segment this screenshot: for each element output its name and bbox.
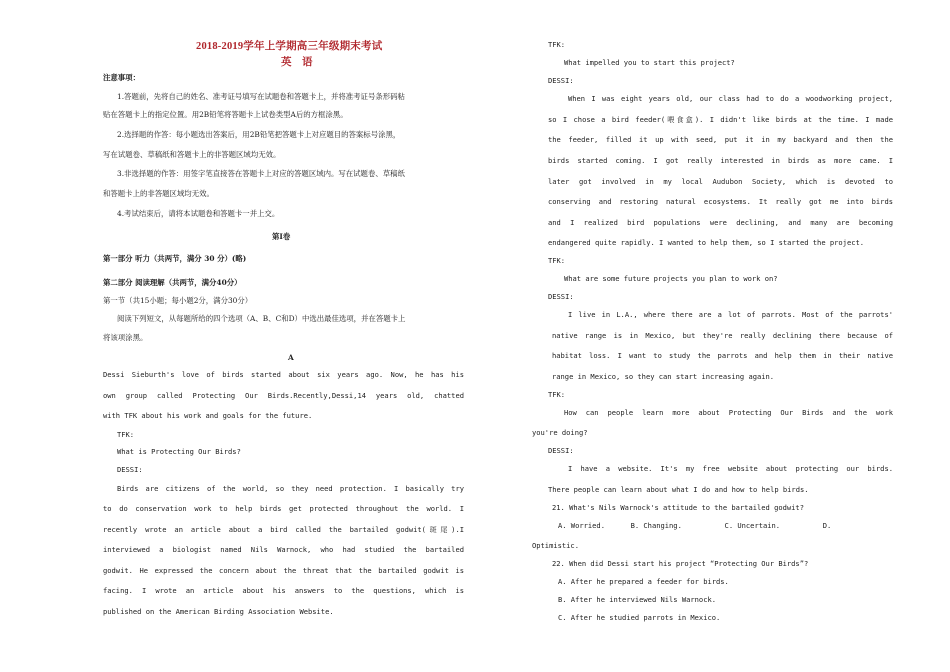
passage-line: I have a website. It's my free website about protecting our birds.	[568, 464, 893, 473]
passage-line: habitat loss. I want to study the parrots and help them in their native	[552, 351, 893, 360]
exam-title: 2018-2019学年上学期高三年级期末考试	[196, 41, 383, 52]
notice-item: 4.考试结束后，请将本试题卷和答题卡一并上交。	[117, 209, 280, 218]
passage-line: godwit. He expressed the concern about the threat that the bartailed godwit is	[103, 566, 464, 575]
passage-line: When I was eight years old, our class had to do a woodworking project,	[568, 94, 893, 103]
notice-item: 贴在答题卡上的指定位置。用2B铅笔将答题卡上试卷类型A后的方框涂黑。	[103, 110, 348, 119]
question-line: What is Protecting Our Birds?	[117, 447, 241, 456]
passage-line: conserving and restoring natural ecosystems. It really got me into birds	[548, 197, 893, 206]
question-21: 21. What's Nils Warnock's attitude to the bartailed godwit?	[552, 503, 804, 512]
instruction-text: 将该项涂黑。	[103, 333, 148, 342]
notice-heading: 注意事项：	[103, 73, 140, 82]
speaker-label: DESSI:	[548, 446, 574, 455]
question-22: 22. When did Dessi start his project “Protecting Our Birds”?	[552, 559, 809, 568]
speaker-label: DESSI:	[548, 292, 574, 301]
speaker-label: DESSI:	[117, 465, 143, 474]
notice-item: 2.选择题的作答：每小题选出答案后，用2B铅笔把答题卡上对应题目的答案标号涂黑，	[117, 130, 401, 139]
question-21-option-d: Optimistic.	[532, 541, 579, 550]
question-line: you're doing?	[532, 428, 588, 437]
passage-line: published on the American Birding Association Website.	[103, 607, 334, 616]
notice-item: 3.非选择题的作答：用签字笔直接答在答题卡上对应的答题区域内。写在试题卷、草稿纸	[117, 169, 405, 178]
passage-line: Birds are citizens of the world, so they need protection. I basically try	[117, 484, 464, 493]
passage-line: interviewed a biologist named Nils Warnock, who had studied the bartailed	[103, 545, 464, 554]
passage-line: endangered quite rapidly. I wanted to help them, so I started the project.	[548, 238, 865, 247]
passage-line: to do conservation work to help birds get protected throughout the world. I	[103, 504, 464, 513]
exam-subject: 英 语	[281, 57, 313, 68]
instruction-text: 阅读下列短文，从每题所给的四个选项（A、B、C和D）中选出最佳选项，并在答题卡上	[117, 314, 406, 323]
passage-line: with TFK about his work and goals for the future.	[103, 411, 313, 420]
question-line: What are some future projects you plan to work on?	[564, 274, 778, 283]
speaker-label: TFK:	[548, 256, 566, 265]
passage-line: the feeder, filled it up with seed, put it in my backyard and then the	[548, 135, 893, 144]
passage-line: recently wrote an article about a bird called the bartailed godwit(斑尾).I	[103, 525, 464, 534]
question-line: How can people learn more about Protecting Our Birds and the work	[564, 408, 893, 417]
sub-section-heading: 第一节（共15小题；每小题2分，满分30分）	[103, 296, 253, 305]
question-22-option-a: A. After he prepared a feeder for birds.	[558, 577, 729, 586]
passage-line: own group called Protecting Our Birds.Recently,Dessi,14 years old, chatted	[103, 391, 464, 400]
passage-line: There people can learn about what I do and how to help birds.	[548, 485, 809, 494]
speaker-label: TFK:	[117, 430, 135, 439]
passage-line: and I realized bird populations were declining, and many are becoming	[548, 218, 893, 227]
question-22-option-b: B. After he interviewed Nils Warnock.	[558, 595, 717, 604]
passage-line: birds started coming. I got really interested in birds as more came. I	[548, 156, 893, 165]
question-22-option-c: C. After he studied parrots in Mexico.	[558, 613, 721, 622]
passage-line: range in Mexico, so they can start increasing again.	[552, 372, 775, 381]
question-line: What impelled you to start this project?	[564, 58, 735, 67]
speaker-label: TFK:	[548, 390, 566, 399]
notice-item: 写在试题卷、草稿纸和答题卡上的非答题区域均无效。	[103, 150, 281, 159]
passage-label: A	[288, 353, 294, 362]
notice-item: 和答题卡上的非答题区域均无效。	[103, 189, 214, 198]
notice-item: 1.答题前，先将自己的姓名、准考证号填写在试题卷和答题卡上，并将准考证号条形码粘	[117, 92, 405, 101]
passage-line: later got involved in my local Audubon Society, which is devoted to	[548, 177, 893, 186]
speaker-label: DESSI:	[548, 76, 574, 85]
part2-heading: 第二部分 阅读理解（共两节，满分40分）	[103, 278, 242, 287]
speaker-label: TFK:	[548, 40, 566, 49]
part1-heading: 第一部分 听力（共两节，满分 30 分）(略)	[103, 254, 247, 263]
question-21-options: A. Worried. B. Changing. C. Uncertain. D.	[558, 521, 832, 530]
passage-line: facing. I wrote an article about his answers to the questions, which is	[103, 586, 464, 595]
passage-line: I live in L.A., where there are a lot of parrots. Most of the parrots'	[568, 310, 893, 319]
passage-line: so I chose a bird feeder(喂食盒). I didn't like birds at the time. I made	[548, 115, 893, 124]
volume-heading: 第Ⅰ卷	[272, 232, 291, 241]
passage-line: native range is in Mexico, but they're really declining there because of	[552, 331, 893, 340]
passage-line: Dessi Sieburth's love of birds started about six years ago. Now, he has his	[103, 370, 464, 379]
